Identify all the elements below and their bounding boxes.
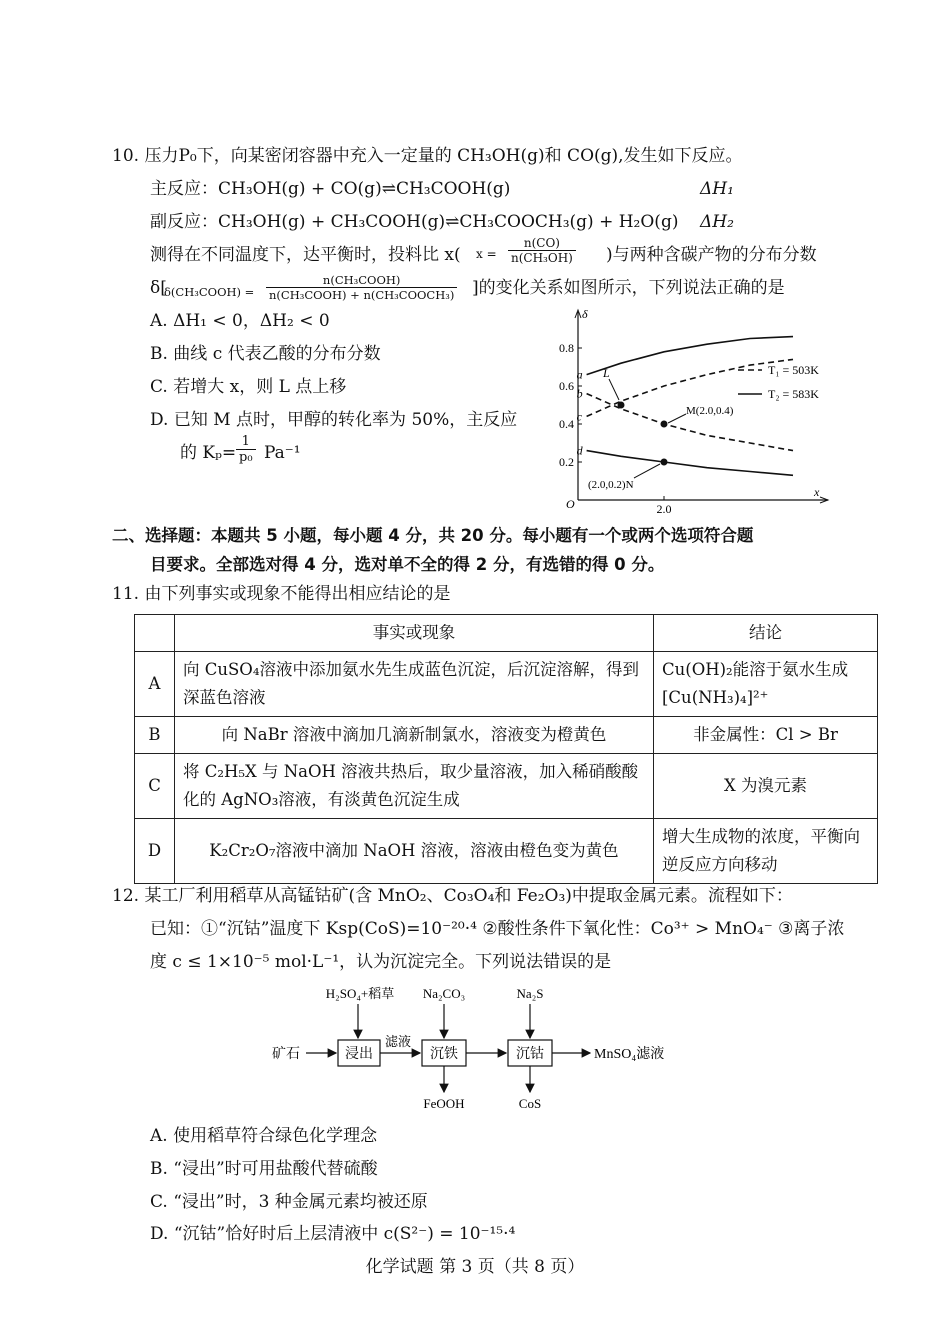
x-definition	[478, 236, 576, 265]
section2-line1: 二、选择题：本题共 5 小题，每小题 4 分，共 20 分。每小题有一个或两个选项符合题	[112, 526, 754, 545]
flow-out-cos: CoS	[518, 1096, 542, 1111]
flow-filtrate: 滤液	[384, 1034, 412, 1049]
q10-delta-open: δ[	[150, 278, 167, 298]
q10-stem-line5b: ]的变化关系如图所示，下列说法正确的是	[472, 278, 785, 298]
table-row	[135, 819, 878, 884]
q10-side-dh: ΔH₂	[700, 212, 734, 232]
q11-stem: 11. 由下列事实或现象不能得出相应结论的是	[112, 584, 451, 604]
q10-stem-line4b: )与两种含碳产物的分布分数	[606, 245, 817, 265]
series-label-d: d	[576, 443, 583, 458]
origin-label: O	[566, 497, 575, 511]
process-flow-diagram	[260, 980, 700, 1116]
x-denominator: n(CH₃OH)	[511, 251, 573, 265]
q12-option-c: C. “浸出”时，3 种金属元素均被还原	[150, 1192, 428, 1212]
row-label: A	[135, 652, 175, 717]
delta-numerator: n(CH₃COOH)	[266, 273, 457, 288]
q10-option-b: B. 曲线 c 代表乙酸的分布分数	[150, 344, 381, 364]
q12-option-b: B. “浸出”时可用盐酸代替硫酸	[150, 1159, 378, 1179]
q10-side-reaction: 副反应：CH₃OH(g) + CH₃COOH(g)⇌CH₃COOCH₃(g) + H₂O(g)	[150, 212, 679, 232]
kp-fraction	[236, 434, 256, 465]
q12-option-d: D. “沉钴”恰好时后上层清液中 c(S²⁻) = 10⁻¹⁵·⁴	[150, 1224, 516, 1244]
row-conclusion: Cu(OH)₂能溶于氨水生成[Cu(NH₃)₄]²⁺	[654, 652, 878, 717]
q10-stem-line1: 10. 压力P₀下，向某密闭容器中充入一定量的 CH₃OH(g)和 CO(g),发生如下反应。	[112, 146, 743, 166]
flow-add-acid: H₂SO₄+稻草	[325, 986, 395, 1001]
flow-ore: 矿石	[272, 1047, 300, 1062]
row-label: C	[135, 754, 175, 819]
y-tick-label: 0.6	[559, 379, 574, 393]
label-M: M(2.0,0.4)	[686, 405, 734, 417]
page-footer: 化学试题 第 3 页（共 8 页）	[365, 1257, 585, 1277]
row-conclusion: 增大生成物的浓度，平衡向逆反应方向移动	[654, 819, 878, 884]
table-row	[135, 717, 878, 754]
arrow-L	[609, 379, 619, 400]
label-N: (2.0,0.2)N	[588, 479, 634, 491]
row-label: B	[135, 717, 175, 754]
table-header-fact: 事实或现象	[175, 615, 654, 652]
row-conclusion: X 为溴元素	[654, 754, 878, 819]
delta-denominator: n(CH₃COOH) + n(CH₃COOCH₃)	[269, 288, 455, 302]
y-tick-label: 0.4	[559, 417, 574, 431]
q10-stem-line4a: 测得在不同温度下，达平衡时，投料比 x(	[150, 245, 461, 265]
label-L: L	[603, 366, 610, 380]
y-tick-label: 0.2	[559, 455, 574, 469]
table-header-conclusion: 结论	[654, 615, 878, 652]
series-label-b: b	[576, 386, 583, 401]
q10-option-c: C. 若增大 x，则 L 点上移	[150, 377, 347, 397]
legend-label: T₂ = 583K	[768, 387, 819, 401]
y-tick-label: 0.8	[559, 341, 574, 355]
q11-table	[134, 614, 878, 884]
series-label-c: c	[576, 409, 582, 424]
q12-option-a: A. 使用稻草符合绿色化学理念	[150, 1126, 378, 1146]
flow-box-cobalt: 沉钴	[516, 1047, 544, 1062]
row-fact: 向 NaBr 溶液中滴加几滴新制氯水，溶液变为橙黄色	[175, 717, 654, 754]
flow-box-iron: 沉铁	[430, 1047, 458, 1062]
arrow-M	[668, 414, 686, 423]
flow-add-sulfide: Na₂S	[516, 986, 544, 1001]
point-M	[661, 421, 668, 428]
row-conclusion: 非金属性：Cl > Br	[654, 717, 878, 754]
series-label-a: a	[576, 367, 583, 382]
q12-stem-line1: 12. 某工厂利用稻草从高锰钴矿(含 MnO₂、Co₃O₄和 Fe₂O₃)中提取金属元素。流程如下：	[112, 886, 793, 906]
flow-box-leach: 浸出	[345, 1047, 373, 1062]
row-fact: K₂Cr₂O₇溶液中滴加 NaOH 溶液，溶液由橙色变为黄色	[175, 819, 654, 884]
x-axis-label: x	[814, 485, 820, 499]
x-tick-label: 2.0	[656, 502, 672, 516]
row-fact: 向 CuSO₄溶液中添加氨水先生成蓝色沉淀，后沉淀溶解，得到深蓝色溶液	[175, 652, 654, 717]
series-line-a	[587, 337, 793, 375]
q12-stem-line3: 度 c ≤ 1×10⁻⁵ mol·L⁻¹，认为沉淀完全。下列说法错误的是	[150, 952, 612, 972]
table-header-row	[135, 615, 878, 652]
x-numerator: n(CO)	[508, 236, 576, 251]
point-N	[661, 459, 668, 466]
section2-line2: 目要求。全部选对得 4 分，选对单不全的得 2 分，有选错的得 0 分。	[150, 555, 665, 574]
flow-add-carbonate: Na₂CO₃	[422, 986, 466, 1001]
x-def-lhs: x =	[476, 247, 497, 261]
kp-numerator: 1	[236, 434, 256, 450]
kp-denominator: p₀	[239, 450, 253, 465]
q10-main-dh: ΔH₁	[700, 179, 734, 199]
distribution-chart	[556, 304, 846, 516]
q10-option-d-kp: 的 Kₚ=	[180, 443, 237, 463]
q12-stem-line2: 已知：①“沉钴”温度下 Ksp(CoS)=10⁻²⁰·⁴ ②酸性条件下氧化性：Co³⁺ > MnO₄⁻ ③离子浓	[150, 919, 845, 939]
delta-lhs: δ(CH₃COOH) =	[164, 285, 255, 299]
point-L	[618, 402, 625, 409]
delta-definition	[164, 273, 457, 302]
table-header-empty	[135, 615, 175, 652]
table-row	[135, 754, 878, 819]
flow-out-feooh: FeOOH	[423, 1096, 465, 1111]
series-line-d	[587, 451, 793, 476]
q10-main-reaction: 主反应：CH₃OH(g) + CO(g)⇌CH₃COOH(g)	[150, 179, 511, 199]
q10-option-d-line1: D. 已知 M 点时，甲醇的转化率为 50%，主反应	[150, 410, 518, 430]
arrow-N	[634, 464, 660, 478]
row-fact: 将 C₂H₅X 与 NaOH 溶液共热后，取少量溶液，加入稀硝酸酸化的 AgNO₃溶液，有淡黄色沉淀生成	[175, 754, 654, 819]
row-label: D	[135, 819, 175, 884]
table-row	[135, 652, 878, 717]
q10-option-d-unit: Pa⁻¹	[264, 443, 301, 463]
q10-option-a: A. ΔH₁ < 0，ΔH₂ < 0	[150, 311, 330, 331]
y-axis-label: δ	[582, 307, 588, 321]
flow-final: MnSO₄滤液	[594, 1047, 665, 1062]
legend-label: T₁ = 503K	[768, 363, 819, 377]
